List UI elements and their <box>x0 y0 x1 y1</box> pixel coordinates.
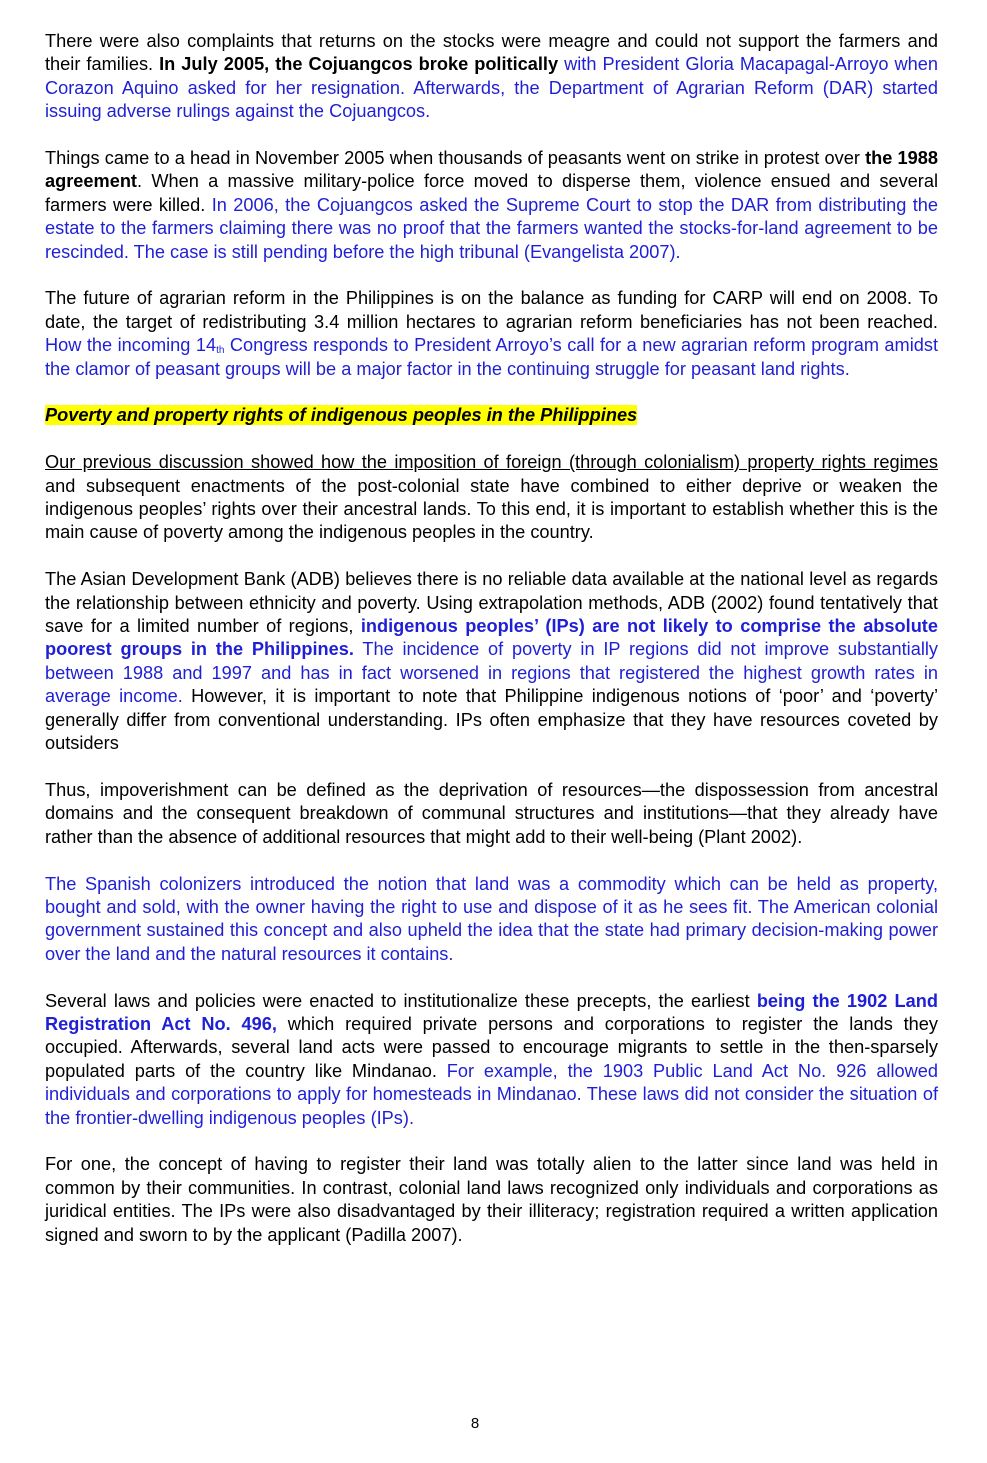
bold-blue-text-run: being the 1902 Land Registration Act No. 496, <box>45 990 938 1034</box>
blue-text-run: For example, the 1903 Public Land Act No. 926 allowed individuals and corporations to apply for homesteads in Mindanao. These laws did not consider the situation of the frontier-dwelling indigenous peoples (IPs). <box>45 1060 938 1128</box>
blue-text-run: The incidence of poverty in IP regions did not improve substantially between 1988 and 1997 and has in fact worsened in regions that registered the highest growth rates in average income. <box>45 639 938 707</box>
blue-text-run: with President Gloria Macapagal-Arroyo when Corazon Aquino asked for her resignation. Afterwards, the Department of Agrarian Reform (DAR) started issuing adverse rulings against the Cojuangcos. <box>45 54 938 122</box>
blue-text-run: Congress responds to President Arroyo’s call for a new agrarian reform program amidst the clamor of peasant groups will be a major factor in the continuing struggle for peasant land rights. <box>45 335 938 379</box>
ordinal-suffix: th <box>216 345 225 357</box>
paragraph-laws-policies <box>45 990 938 1130</box>
page-number: 8 <box>470 1415 480 1432</box>
paragraph-impoverishment: Thus, impoverishment can be defined as the deprivation of resources—the dispossession from ancestral domains and the consequent breakdown of communal structures and institutions—that they already have rather than the absence of additional resources that might add to their well-being (Plant 2002). <box>45 779 938 847</box>
text-run: There were also complaints that returns on the stocks were meagre and could not support the farmers and their families. <box>45 31 938 75</box>
text-run: The Asian Development Bank (ADB) believes there is no reliable data available at the national level as regards the relationship between ethnicity and poverty. Using extrapolation methods, ADB (2002) found tentatively that save for a limited number of regions, <box>45 569 938 637</box>
highlighted-heading-text: Poverty and property rights of indigenous peoples in the Philippines <box>45 405 638 426</box>
text-run: The future of agrarian reform in the Philippines is on the balance as funding for CARP will end on 2008. To date, the target of redistributing 3.4 million hectares to agrarian reform beneficiaries has not been reached. <box>45 288 938 332</box>
document-page <box>45 30 938 1270</box>
blue-text-run: In 2006, the Cojuangcos asked the Supreme Court to stop the DAR from distributing the estate to the farmers claiming there was no proof that the farmers wanted the stocks-for-land agreement to be rescinded. The case is still pending before the high tribunal (Evangelista 2007). <box>45 194 938 262</box>
bold-blue-text-run: indigenous peoples’ (IPs) are not likely to comprise the absolute poorest groups in the Philippines. <box>45 616 938 660</box>
blue-text-run: How the incoming 14 <box>45 335 217 356</box>
paragraph-cojuangcos-break <box>45 30 938 124</box>
underlined-text-run: Our previous discussion showed how the imposition of foreign (through colonialism) property rights regimes <box>45 452 938 473</box>
paragraph-peasant-strike <box>45 147 938 264</box>
section-heading <box>45 404 938 427</box>
text-run: Several laws and policies were enacted to institutionalize these precepts, the earliest <box>45 990 757 1011</box>
text-run: and subsequent enactments of the post-colonial state have combined to either deprive or weaken the indigenous peoples’ rights over their ancestral lands. To this end, it is important to establish whether this is the main cause of poverty among the indigenous peoples in the country. <box>45 475 938 543</box>
bold-text-run: In July 2005, the Cojuangcos broke politically <box>159 54 559 75</box>
text-run: Things came to a head in November 2005 when thousands of peasants went on strike in protest over <box>45 148 866 169</box>
paragraph-agrarian-reform-future <box>45 287 938 381</box>
paragraph-land-registration: For one, the concept of having to register their land was totally alien to the latter since land was held in common by their communities. In contrast, colonial land laws recognized only individuals and corporations as juridical entities. The IPs were also disadvantaged by their illiteracy; registration required a written application signed and sworn to by the applicant (Padilla 2007). <box>45 1154 938 1245</box>
text-run: However, it is important to note that Philippine indigenous notions of ‘poor’ and ‘poverty’ generally differ from conventional understanding. IPs often emphasize that they have resources coveted by outsiders <box>45 686 939 754</box>
paragraph-previous-discussion <box>45 451 938 545</box>
paragraph-spanish-colonizers: The Spanish colonizers introduced the notion that land was a commodity which can be held as property, bought and sold, with the owner having the right to use and dispose of it as he sees fit. The American colonial government sustained this concept and also upheld the idea that the state had primary decision-making power over the land and the natural resources it contains. <box>45 873 938 964</box>
text-run: . When a massive military-police force moved to disperse them, violence ensued and several farmers were killed. <box>45 171 938 215</box>
bold-text-run: the 1988 agreement <box>45 148 939 192</box>
paragraph-adb-poverty <box>45 568 938 755</box>
text-run: which required private persons and corporations to register the lands they occupied. Afterwards, several land acts were passed to encourage migrants to settle in the then-sparsely populated parts of the country like Mindanao. <box>45 1013 938 1081</box>
